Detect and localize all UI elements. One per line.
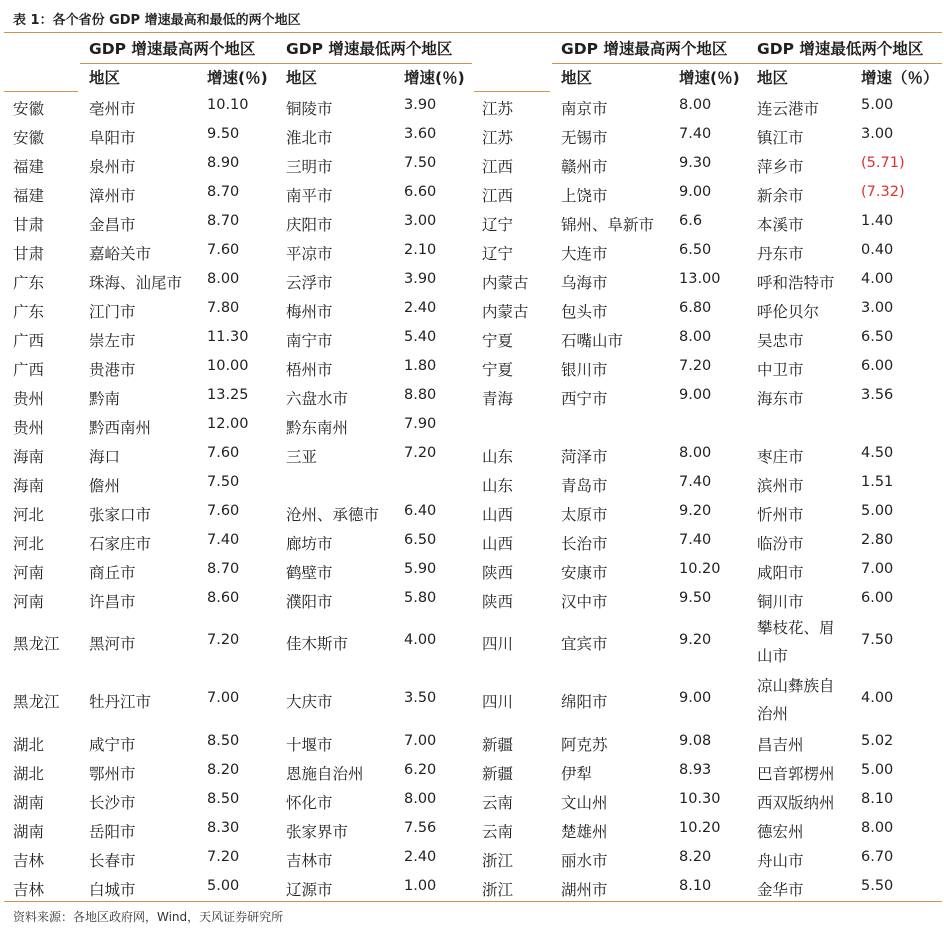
- right-low-growth: 4.00: [861, 690, 894, 706]
- right-low-region: 中卫市: [757, 361, 804, 379]
- right-high-region: 南京市: [561, 100, 608, 118]
- left-high-region: 牡丹江市: [89, 693, 152, 711]
- wrapped-line: 山市: [757, 647, 789, 665]
- source-note: 资料来源：各地区政府网，Wind，天风证券研究所: [13, 910, 284, 924]
- left-low-growth: 5.40: [404, 329, 437, 345]
- col-header-growth: 增速(％): [679, 69, 740, 87]
- right-low-growth: 1.51: [861, 474, 894, 490]
- right-high-growth: 8.93: [679, 762, 712, 778]
- left-low-region: 鹤壁市: [286, 564, 333, 582]
- right-high-region: 银川市: [561, 361, 608, 379]
- right-province: 内蒙古: [482, 274, 529, 292]
- left-high-growth: 7.60: [207, 445, 240, 461]
- left-province: 广西: [13, 332, 45, 350]
- left-high-region: 白城市: [89, 881, 136, 899]
- left-low-growth: 6.20: [404, 762, 437, 778]
- left-low-region: 南平市: [286, 187, 333, 205]
- left-high-region: 嘉峪关市: [89, 245, 152, 263]
- left-low-region: 庆阳市: [286, 216, 333, 234]
- right-high-growth: 10.20: [679, 561, 721, 577]
- left-high-growth: 7.60: [207, 242, 240, 258]
- right-low-region: 金华市: [757, 881, 804, 899]
- right-low-region: 枣庄市: [757, 448, 804, 466]
- left-high-region: 漳州市: [89, 187, 136, 205]
- left-province: 黑龙江: [13, 693, 60, 711]
- left-province: 河南: [13, 593, 45, 611]
- left-high-growth: 8.70: [207, 561, 240, 577]
- right-low-region: 海东市: [757, 390, 804, 408]
- left-low-growth: 4.00: [404, 632, 437, 648]
- left-low-growth: 2.40: [404, 849, 437, 865]
- left-high-region: 黔南: [89, 390, 121, 408]
- left-low-growth: 2.10: [404, 242, 437, 258]
- left-high-region: 江门市: [89, 303, 136, 321]
- right-low-growth: 5.02: [861, 733, 894, 749]
- right-high-region: 西宁市: [561, 390, 608, 408]
- left-low-growth: 7.90: [404, 416, 437, 432]
- left-low-region: 三明市: [286, 158, 333, 176]
- left-high-region: 黔西南州: [89, 419, 152, 437]
- left-high-region: 崇左市: [89, 332, 136, 350]
- top-rule: [4, 32, 942, 33]
- right-low-region: 丹东市: [757, 245, 804, 263]
- left-province: 河北: [13, 506, 45, 524]
- header-rule-left-province: [4, 91, 78, 92]
- left-province: 甘肃: [13, 216, 45, 234]
- left-province: 海南: [13, 448, 45, 466]
- left-high-region: 泉州市: [89, 158, 136, 176]
- right-low-region: 德宏州: [757, 823, 804, 841]
- left-high-growth: 8.50: [207, 791, 240, 807]
- right-province: 宁夏: [482, 361, 514, 379]
- left-high-region: 鄂州市: [89, 765, 136, 783]
- right-low-region: 连云港市: [757, 100, 820, 118]
- left-low-region: 黔东南州: [286, 419, 349, 437]
- right-high-growth: 9.08: [679, 733, 712, 749]
- right-low-region: 忻州市: [757, 506, 804, 524]
- left-low-region: 沧州、承德市: [286, 506, 380, 524]
- right-province: 山西: [482, 535, 514, 553]
- left-high-region: 商丘市: [89, 564, 136, 582]
- left-province: 湖北: [13, 765, 45, 783]
- right-province: 山东: [482, 448, 514, 466]
- right-province: 辽宁: [482, 216, 514, 234]
- right-high-growth: 8.10: [679, 878, 712, 894]
- left-low-growth: 3.90: [404, 271, 437, 287]
- left-high-region: 黑河市: [89, 635, 136, 653]
- left-province: 贵州: [13, 419, 45, 437]
- left-high-growth: 8.60: [207, 590, 240, 606]
- left-low-region: 淮北市: [286, 129, 333, 147]
- left-high-growth: 7.60: [207, 503, 240, 519]
- right-low-growth: 0.40: [861, 242, 894, 258]
- right-high-region: 宜宾市: [561, 635, 608, 653]
- right-high-growth: 8.00: [679, 445, 712, 461]
- col-header-growth: 增速（％）: [861, 69, 939, 87]
- right-high-growth: 8.00: [679, 329, 712, 345]
- left-low-region: 梧州市: [286, 361, 333, 379]
- left-high-growth: 9.50: [207, 126, 240, 142]
- right-low-growth: 5.50: [861, 878, 894, 894]
- left-province: 甘肃: [13, 245, 45, 263]
- left-low-growth: 6.60: [404, 184, 437, 200]
- right-low-growth: 6.00: [861, 358, 894, 374]
- header-rule-left: [80, 63, 472, 64]
- left-low-region: 六盘水市: [286, 390, 349, 408]
- right-province: 山东: [482, 477, 514, 495]
- right-high-region: 包头市: [561, 303, 608, 321]
- right-high-region: 汉中市: [561, 593, 608, 611]
- left-low-region: 恩施自治州: [286, 765, 364, 783]
- right-low-region: [757, 672, 835, 728]
- right-low-growth: 5.00: [861, 97, 894, 113]
- left-high-region: 长沙市: [89, 794, 136, 812]
- left-high-region: 岳阳市: [89, 823, 136, 841]
- right-province: 江苏: [482, 100, 514, 118]
- left-low-growth: 6.50: [404, 532, 437, 548]
- right-high-region: 乌海市: [561, 274, 608, 292]
- left-low-growth: 5.80: [404, 590, 437, 606]
- left-high-growth: 8.00: [207, 271, 240, 287]
- left-high-growth: 8.20: [207, 762, 240, 778]
- left-low-region: 铜陵市: [286, 100, 333, 118]
- left-high-region: 珠海、汕尾市: [89, 274, 183, 292]
- left-province: 福建: [13, 158, 45, 176]
- right-low-growth: 3.00: [861, 126, 894, 142]
- left-high-growth: 10.10: [207, 97, 249, 113]
- left-province: 河南: [13, 564, 45, 582]
- left-high-growth: 7.20: [207, 632, 240, 648]
- left-low-growth: 1.00: [404, 878, 437, 894]
- right-low-growth: 8.00: [861, 820, 894, 836]
- right-high-region: 安康市: [561, 564, 608, 582]
- left-low-growth: 1.80: [404, 358, 437, 374]
- left-high-growth: 8.90: [207, 155, 240, 171]
- right-province: 江西: [482, 187, 514, 205]
- wrapped-line: 凉山彝族自: [757, 677, 835, 695]
- left-low-growth: 5.90: [404, 561, 437, 577]
- col-header-region: 地区: [89, 69, 121, 87]
- left-high-growth: 8.70: [207, 213, 240, 229]
- right-high-growth: 7.40: [679, 474, 712, 490]
- right-low-growth: 3.00: [861, 300, 894, 316]
- right-low-region: 呼伦贝尔: [757, 303, 820, 321]
- left-low-region: 濮阳市: [286, 593, 333, 611]
- left-high-region: 咸宁市: [89, 736, 136, 754]
- right-low-growth: 1.40: [861, 213, 894, 229]
- left-low-region: 廊坊市: [286, 535, 333, 553]
- left-high-growth: 7.50: [207, 474, 240, 490]
- right-high-growth: 7.40: [679, 126, 712, 142]
- right-province: 辽宁: [482, 245, 514, 263]
- left-high-region: 长春市: [89, 852, 136, 870]
- group-header-left-high: GDP 增速最高两个地区: [89, 40, 256, 58]
- right-high-region: 楚雄州: [561, 823, 608, 841]
- right-province: 浙江: [482, 852, 514, 870]
- left-province: 安徽: [13, 100, 45, 118]
- right-high-region: 阿克苏: [561, 736, 608, 754]
- left-high-growth: 7.80: [207, 300, 240, 316]
- group-header-left-low: GDP 增速最低两个地区: [286, 40, 453, 58]
- left-province: 湖南: [13, 823, 45, 841]
- left-province: 吉林: [13, 852, 45, 870]
- col-header-growth: 增速(％): [404, 69, 465, 87]
- left-low-growth: 3.90: [404, 97, 437, 113]
- left-province: 福建: [13, 187, 45, 205]
- right-high-region: 无锡市: [561, 129, 608, 147]
- right-high-region: 上饶市: [561, 187, 608, 205]
- left-low-growth: 6.40: [404, 503, 437, 519]
- left-high-growth: 7.20: [207, 849, 240, 865]
- right-low-region: 临汾市: [757, 535, 804, 553]
- right-high-growth: 9.20: [679, 503, 712, 519]
- right-high-region: 赣州市: [561, 158, 608, 176]
- right-high-growth: 6.50: [679, 242, 712, 258]
- left-low-region: 十堰市: [286, 736, 333, 754]
- right-low-growth: (7.32): [861, 184, 905, 200]
- right-high-growth: 10.20: [679, 820, 721, 836]
- left-province: 海南: [13, 477, 45, 495]
- header-rule-right: [552, 63, 942, 64]
- left-high-growth: 8.70: [207, 184, 240, 200]
- group-header-right-high: GDP 增速最高两个地区: [561, 40, 728, 58]
- left-high-growth: 10.00: [207, 358, 249, 374]
- left-high-growth: 12.00: [207, 416, 249, 432]
- header-rule-right-province: [474, 91, 550, 92]
- right-high-region: 石嘴山市: [561, 332, 624, 350]
- left-high-region: 许昌市: [89, 593, 136, 611]
- right-low-growth: (5.71): [861, 155, 905, 171]
- left-high-region: 石家庄市: [89, 535, 152, 553]
- right-low-region: 巴音郭楞州: [757, 765, 835, 783]
- left-low-growth: 2.40: [404, 300, 437, 316]
- right-low-growth: 5.00: [861, 503, 894, 519]
- left-high-region: 金昌市: [89, 216, 136, 234]
- right-high-growth: 8.00: [679, 97, 712, 113]
- right-low-region: 新余市: [757, 187, 804, 205]
- group-header-right-low: GDP 增速最低两个地区: [757, 40, 924, 58]
- right-low-region: 咸阳市: [757, 564, 804, 582]
- right-low-region: 西双版纳州: [757, 794, 835, 812]
- right-high-growth: 6.6: [679, 213, 703, 229]
- left-low-region: 南宁市: [286, 332, 333, 350]
- left-low-growth: 7.20: [404, 445, 437, 461]
- right-province: 陕西: [482, 593, 514, 611]
- right-high-growth: 9.20: [679, 632, 712, 648]
- left-province: 湖南: [13, 794, 45, 812]
- right-province: 新疆: [482, 736, 514, 754]
- right-high-region: 长治市: [561, 535, 608, 553]
- left-low-region: 佳木斯市: [286, 635, 349, 653]
- left-low-growth: 7.50: [404, 155, 437, 171]
- right-low-growth: 8.10: [861, 791, 894, 807]
- left-low-region: 辽源市: [286, 881, 333, 899]
- right-high-growth: 9.00: [679, 387, 712, 403]
- left-high-region: 张家口市: [89, 506, 152, 524]
- right-province: 云南: [482, 794, 514, 812]
- right-low-region: 呼和浩特市: [757, 274, 835, 292]
- right-high-growth: 7.40: [679, 532, 712, 548]
- right-province: 宁夏: [482, 332, 514, 350]
- left-high-region: 贵港市: [89, 361, 136, 379]
- right-province: 青海: [482, 390, 514, 408]
- right-high-growth: 10.30: [679, 791, 721, 807]
- left-province: 广东: [13, 274, 45, 292]
- table-title: 表 1：各个省份 GDP 增速最高和最低的两个地区: [13, 13, 301, 28]
- right-high-growth: 8.20: [679, 849, 712, 865]
- right-high-growth: 6.80: [679, 300, 712, 316]
- right-province: 陕西: [482, 564, 514, 582]
- right-low-region: 铜川市: [757, 593, 804, 611]
- left-low-region: 梅州市: [286, 303, 333, 321]
- right-high-growth: 9.00: [679, 184, 712, 200]
- left-high-region: 儋州: [89, 477, 121, 495]
- right-high-region: 青岛市: [561, 477, 608, 495]
- left-low-region: 三亚: [286, 448, 318, 466]
- left-province: 河北: [13, 535, 45, 553]
- left-low-region: 平凉市: [286, 245, 333, 263]
- right-low-growth: 6.50: [861, 329, 894, 345]
- left-province: 吉林: [13, 881, 45, 899]
- right-province: 云南: [482, 823, 514, 841]
- left-low-growth: 3.00: [404, 213, 437, 229]
- right-high-region: 丽水市: [561, 852, 608, 870]
- wrapped-line: 治州: [757, 705, 789, 723]
- left-low-region: 吉林市: [286, 852, 333, 870]
- right-low-region: 舟山市: [757, 852, 804, 870]
- left-high-region: 海口: [89, 448, 121, 466]
- left-low-region: 张家界市: [286, 823, 349, 841]
- left-high-growth: 5.00: [207, 878, 240, 894]
- right-low-growth: 4.00: [861, 271, 894, 287]
- right-province: 新疆: [482, 765, 514, 783]
- right-province: 浙江: [482, 881, 514, 899]
- left-low-region: 大庆市: [286, 693, 333, 711]
- right-low-growth: 7.00: [861, 561, 894, 577]
- col-header-region: 地区: [757, 69, 789, 87]
- left-province: 湖北: [13, 736, 45, 754]
- col-header-growth: 增速(％): [207, 69, 268, 87]
- right-high-growth: 7.20: [679, 358, 712, 374]
- left-high-growth: 7.00: [207, 690, 240, 706]
- right-low-region: 吴忠市: [757, 332, 804, 350]
- left-low-growth: 3.60: [404, 126, 437, 142]
- right-low-growth: 6.00: [861, 590, 894, 606]
- right-low-growth: 6.70: [861, 849, 894, 865]
- left-high-growth: 8.50: [207, 733, 240, 749]
- left-province: 广东: [13, 303, 45, 321]
- left-low-growth: 8.00: [404, 791, 437, 807]
- right-high-region: 太原市: [561, 506, 608, 524]
- left-province: 广西: [13, 361, 45, 379]
- right-high-region: 大连市: [561, 245, 608, 263]
- right-low-growth: 3.56: [861, 387, 894, 403]
- left-high-region: 亳州市: [89, 100, 136, 118]
- right-low-region: [757, 614, 835, 670]
- right-low-growth: 5.00: [861, 762, 894, 778]
- right-province: 内蒙古: [482, 303, 529, 321]
- left-province: 贵州: [13, 390, 45, 408]
- col-header-region: 地区: [286, 69, 318, 87]
- right-high-growth: 9.50: [679, 590, 712, 606]
- right-high-region: 锦州、阜新市: [561, 216, 655, 234]
- right-high-region: 菏泽市: [561, 448, 608, 466]
- right-high-region: 文山州: [561, 794, 608, 812]
- right-province: 江苏: [482, 129, 514, 147]
- left-low-region: 怀化市: [286, 794, 333, 812]
- left-low-region: 云浮市: [286, 274, 333, 292]
- right-low-growth: 2.80: [861, 532, 894, 548]
- left-high-growth: 8.30: [207, 820, 240, 836]
- right-high-region: 绵阳市: [561, 693, 608, 711]
- right-low-region: 镇江市: [757, 129, 804, 147]
- right-low-growth: 4.50: [861, 445, 894, 461]
- right-high-region: 湖州市: [561, 881, 608, 899]
- right-high-growth: 9.00: [679, 690, 712, 706]
- right-low-region: 昌吉州: [757, 736, 804, 754]
- right-high-growth: 13.00: [679, 271, 721, 287]
- left-high-growth: 13.25: [207, 387, 249, 403]
- right-low-region: 萍乡市: [757, 158, 804, 176]
- right-province: 山西: [482, 506, 514, 524]
- right-high-growth: 9.30: [679, 155, 712, 171]
- left-high-growth: 7.40: [207, 532, 240, 548]
- right-high-region: 伊犁: [561, 765, 593, 783]
- left-high-region: 阜阳市: [89, 129, 136, 147]
- left-low-growth: 7.56: [404, 820, 437, 836]
- col-header-region: 地区: [561, 69, 593, 87]
- right-low-region: 滨州市: [757, 477, 804, 495]
- wrapped-line: 攀枝花、眉: [757, 619, 835, 637]
- right-province: 江西: [482, 158, 514, 176]
- right-low-growth: 7.50: [861, 632, 894, 648]
- left-low-growth: 7.00: [404, 733, 437, 749]
- bottom-rule: [4, 901, 942, 902]
- right-low-region: 本溪市: [757, 216, 804, 234]
- left-low-growth: 8.80: [404, 387, 437, 403]
- right-province: 四川: [482, 635, 514, 653]
- left-province: 黑龙江: [13, 635, 60, 653]
- right-province: 四川: [482, 693, 514, 711]
- left-high-growth: 11.30: [207, 329, 249, 345]
- left-province: 安徽: [13, 129, 45, 147]
- left-low-growth: 3.50: [404, 690, 437, 706]
